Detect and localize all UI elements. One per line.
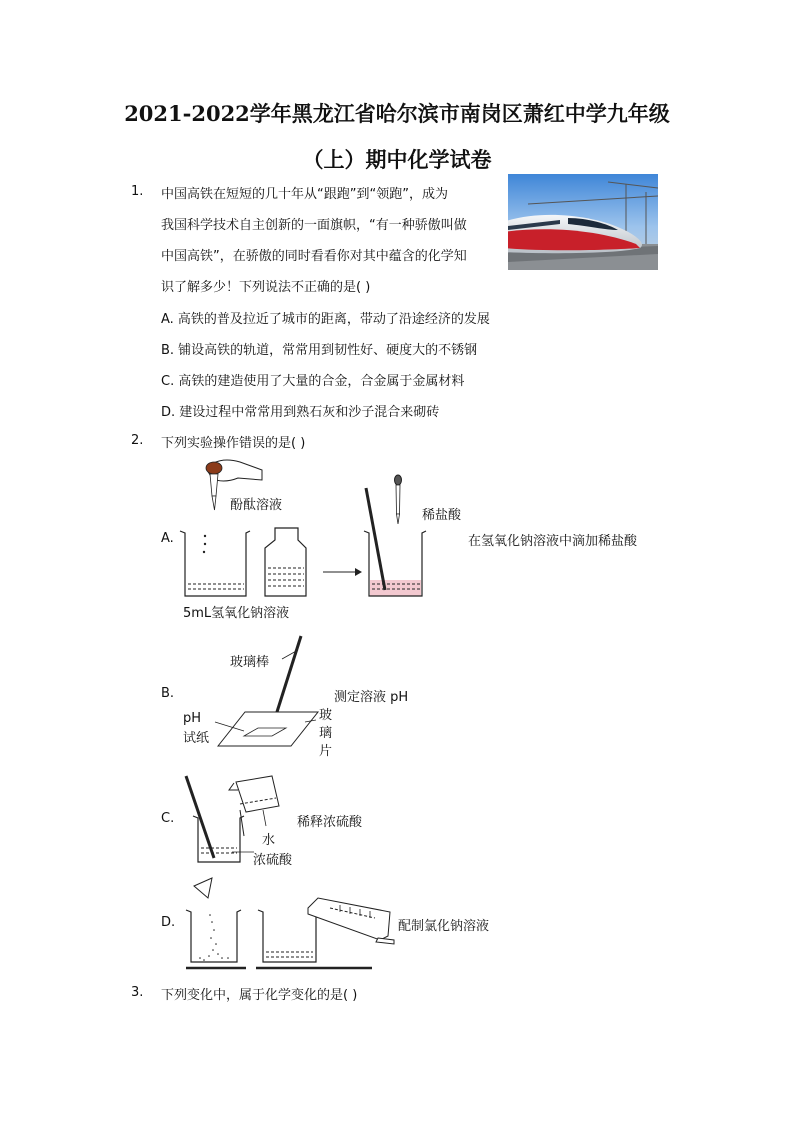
dilute-hcl-label: 稀盐酸 — [422, 508, 462, 523]
ph-paper-label-1: pH — [183, 711, 202, 726]
question-1-line: 识了解多少！下列说法不正确的是( ) — [161, 280, 371, 295]
question-1-line: 中国高铁在短短的几十年从“跟跑”到“领跑”，成为 — [161, 187, 448, 202]
ph-paper-label-2: 试纸 — [183, 731, 210, 746]
question-1-option-c: C. 高铁的建造使用了大量的合金，合金属于金属材料 — [161, 374, 465, 389]
glass-plate-label-char: 片 — [319, 744, 333, 759]
question-1-option-b: B. 铺设高铁的轨道，常常用到韧性好、硬度大的不锈钢 — [161, 343, 478, 358]
question-2-stem: 下列实验操作错误的是( ) — [161, 436, 306, 451]
phenolphthalein-label: 酚酞溶液 — [230, 498, 283, 513]
water-label: 水 — [262, 833, 276, 848]
document-title-line2: （上）期中化学试卷 — [302, 147, 492, 172]
option-d-letter: D. — [161, 915, 176, 930]
question-3-number: 3. — [131, 985, 144, 1000]
option-a-caption: 在氢氧化钠溶液中滴加稀盐酸 — [468, 534, 638, 549]
concentrated-sulfuric-acid-label: 浓硫酸 — [253, 853, 293, 868]
sodium-hydroxide-label: 5mL氢氧化钠溶液 — [183, 606, 290, 621]
question-1-number: 1. — [131, 184, 144, 199]
question-2-number: 2. — [131, 433, 144, 448]
question-3-stem: 下列变化中，属于化学变化的是( ) — [161, 988, 358, 1003]
option-b-letter: B. — [161, 686, 175, 701]
question-1-option-a: A. 高铁的普及拉近了城市的距离，带动了沿途经济的发展 — [161, 312, 490, 327]
option-a-letter: A. — [161, 531, 174, 546]
question-1-line: 我国科学技术自主创新的一面旗帜，“有一种骄傲叫做 — [161, 218, 467, 233]
document-title-line1: 2021-2022学年黑龙江省哈尔滨市南岗区萧红中学九年级 — [124, 101, 670, 126]
question-1-line: 中国高铁”，在骄傲的同时看看你对其中蕴含的化学知 — [161, 249, 467, 264]
option-c-caption: 稀释浓硫酸 — [297, 815, 363, 830]
glass-rod-label: 玻璃棒 — [230, 655, 270, 670]
glass-plate-label-char: 璃 — [319, 726, 333, 741]
option-b-caption: 测定溶液 pH — [334, 690, 409, 705]
glass-plate-label-char: 玻 — [319, 708, 333, 723]
option-d-caption: 配制氯化钠溶液 — [398, 919, 490, 934]
option-c-letter: C. — [161, 811, 175, 826]
question-1-option-d: D. 建设过程中常常用到熟石灰和沙子混合来砌砖 — [161, 405, 440, 420]
